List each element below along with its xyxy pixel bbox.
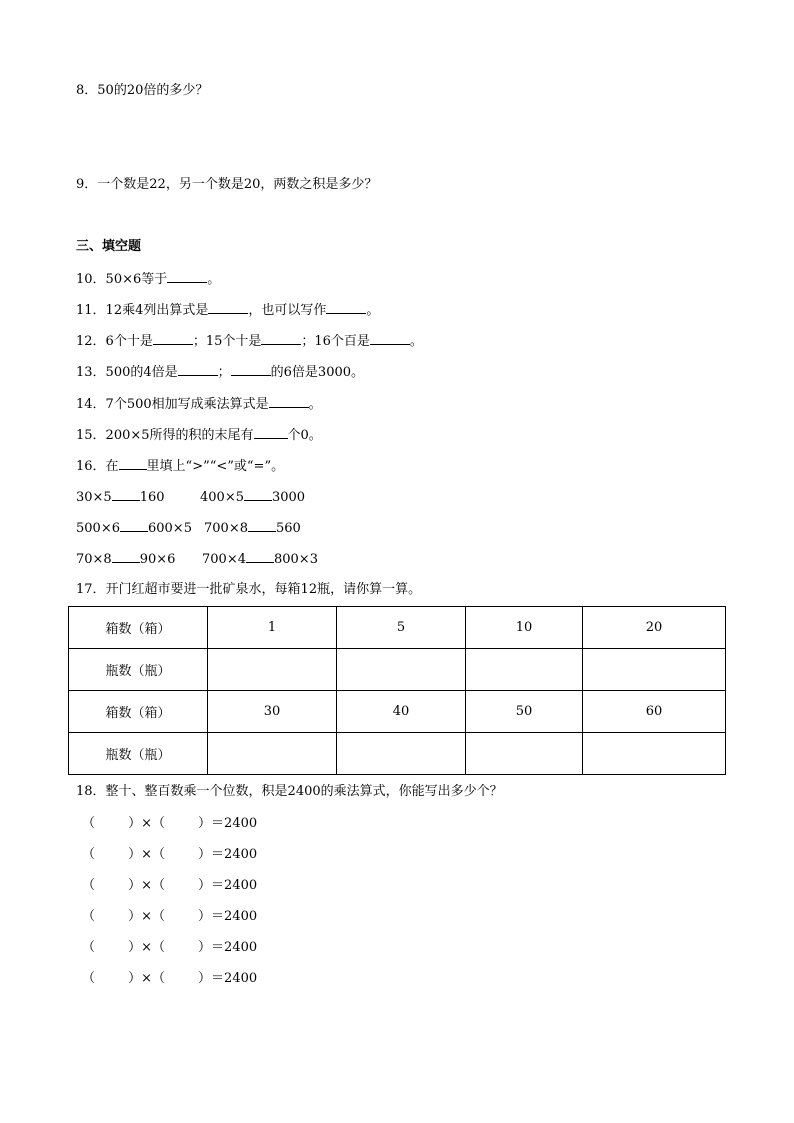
answer-blank[interactable] — [231, 362, 271, 376]
compare-right: 560 — [275, 521, 301, 536]
paren-open: （ — [82, 816, 96, 831]
question-17: 17．开门红超市要进一批矿泉水，每箱12瓶，请你算一算。 — [76, 582, 422, 597]
question-10 — [76, 269, 220, 289]
compare-right: 3000 — [271, 490, 306, 505]
q15-text: 15．200×5所得的积的末尾有 — [76, 428, 254, 443]
q13-mid: ； — [217, 365, 231, 380]
compare-item — [76, 518, 192, 538]
equals-2400: ）＝2400 — [198, 909, 258, 924]
q16-end: 里填上“>”“<”或“=”。 — [146, 459, 285, 474]
equation-row[interactable] — [82, 908, 257, 926]
answer-cell[interactable] — [583, 733, 726, 775]
q13-end: 的6倍是3000。 — [270, 365, 365, 380]
paren-open: （ — [82, 971, 96, 986]
compare-item — [204, 518, 301, 538]
table-cell: 5 — [337, 607, 466, 649]
compare-right: 600×5 — [147, 521, 192, 536]
answer-cell[interactable] — [466, 733, 583, 775]
answer-blank[interactable] — [269, 394, 309, 408]
times-sign: ）×（ — [128, 816, 165, 831]
compare-left: 70×8 — [76, 552, 112, 567]
equation-row[interactable] — [82, 846, 257, 864]
equation-row[interactable] — [82, 877, 257, 895]
equation-row[interactable] — [82, 970, 257, 988]
compare-item — [202, 549, 318, 569]
answer-blank[interactable] — [248, 518, 276, 532]
question-13 — [76, 362, 364, 382]
table-cell: 40 — [337, 691, 466, 733]
q11-mid: ，也可以写作 — [248, 303, 327, 318]
question-11 — [76, 300, 379, 320]
equals-2400: ）＝2400 — [198, 816, 258, 831]
compare-left: 700×4 — [202, 552, 246, 567]
answer-blank[interactable] — [261, 331, 301, 345]
answer-blank[interactable] — [370, 331, 410, 345]
row-label-boxes: 箱数（箱） — [69, 607, 208, 649]
compare-left: 500×6 — [76, 521, 120, 536]
equals-2400: ）＝2400 — [198, 971, 258, 986]
table-cell: 30 — [208, 691, 337, 733]
q12-end: 。 — [409, 334, 423, 349]
q12-mid1: ；15个十是 — [192, 334, 262, 349]
answer-blank[interactable] — [208, 300, 248, 314]
answer-blank[interactable] — [246, 549, 274, 563]
equation-row[interactable] — [82, 815, 257, 833]
answer-cell[interactable] — [337, 649, 466, 691]
times-sign: ）×（ — [128, 909, 165, 924]
compare-item — [200, 487, 305, 507]
answer-cell[interactable] — [208, 649, 337, 691]
paren-open: （ — [82, 878, 96, 893]
answer-blank[interactable] — [112, 487, 140, 501]
question-15 — [76, 425, 322, 445]
q14-end: 。 — [308, 397, 322, 412]
q10-end: 。 — [207, 272, 221, 287]
answer-blank — [119, 456, 147, 470]
q11-end: 。 — [366, 303, 380, 318]
compare-right: 90×6 — [139, 552, 176, 567]
q10-text: 10．50×6等于 — [76, 272, 168, 287]
answer-blank[interactable] — [167, 269, 207, 283]
equals-2400: ）＝2400 — [198, 878, 258, 893]
table-cell: 1 — [208, 607, 337, 649]
answer-cell[interactable] — [337, 733, 466, 775]
paren-open: （ — [82, 909, 96, 924]
question-16 — [76, 456, 284, 476]
times-sign: ）×（ — [128, 847, 165, 862]
compare-left: 400×5 — [200, 490, 244, 505]
bottle-table — [68, 606, 726, 775]
compare-right: 160 — [139, 490, 165, 505]
row-label-boxes: 箱数（箱） — [69, 691, 208, 733]
q12-text: 12．6个十是 — [76, 334, 153, 349]
table-row — [69, 733, 726, 775]
answer-blank[interactable] — [244, 487, 272, 501]
question-14 — [76, 394, 322, 414]
table-row — [69, 691, 726, 733]
section-heading-fill-in-blanks: 三、填空题 — [76, 239, 142, 254]
q13-text: 13．500的4倍是 — [76, 365, 178, 380]
answer-blank[interactable] — [112, 549, 140, 563]
equation-row[interactable] — [82, 939, 257, 957]
equals-2400: ）＝2400 — [198, 940, 258, 955]
answer-cell[interactable] — [466, 649, 583, 691]
answer-cell[interactable] — [208, 733, 337, 775]
table-cell: 20 — [583, 607, 726, 649]
q15-end: 个0。 — [287, 428, 322, 443]
compare-item — [76, 487, 165, 507]
row-label-bottles: 瓶数（瓶） — [69, 733, 208, 775]
answer-blank[interactable] — [178, 362, 218, 376]
paren-open: （ — [82, 847, 96, 862]
q14-text: 14．7个500相加写成乘法算式是 — [76, 397, 269, 412]
compare-right: 800×3 — [273, 552, 318, 567]
question-18: 18．整十、整百数乘一个位数，积是2400的乘法算式，你能写出多少个？ — [76, 784, 503, 799]
row-label-bottles: 瓶数（瓶） — [69, 649, 208, 691]
answer-cell[interactable] — [583, 649, 726, 691]
question-8: 8．50的20倍的多少？ — [76, 83, 209, 98]
times-sign: ）×（ — [128, 878, 165, 893]
q11-text: 11．12乘4列出算式是 — [76, 303, 209, 318]
answer-blank[interactable] — [153, 331, 193, 345]
q12-mid2: ；16个百是 — [301, 334, 370, 349]
times-sign: ）×（ — [128, 971, 165, 986]
compare-item — [76, 549, 175, 569]
table-row — [69, 607, 726, 649]
table-cell: 60 — [583, 691, 726, 733]
q16-text: 16．在 — [76, 459, 119, 474]
table-cell: 10 — [466, 607, 583, 649]
times-sign: ）×（ — [128, 940, 165, 955]
compare-left: 30×5 — [76, 490, 112, 505]
question-12 — [76, 331, 423, 351]
table-cell: 50 — [466, 691, 583, 733]
compare-left: 700×8 — [204, 521, 248, 536]
answer-blank[interactable] — [254, 425, 288, 439]
table-row — [69, 649, 726, 691]
paren-open: （ — [82, 940, 96, 955]
answer-blank[interactable] — [326, 300, 366, 314]
equals-2400: ）＝2400 — [198, 847, 258, 862]
answer-blank[interactable] — [120, 518, 148, 532]
question-9: 9．一个数是22，另一个数是20，两数之积是多少？ — [76, 177, 378, 192]
